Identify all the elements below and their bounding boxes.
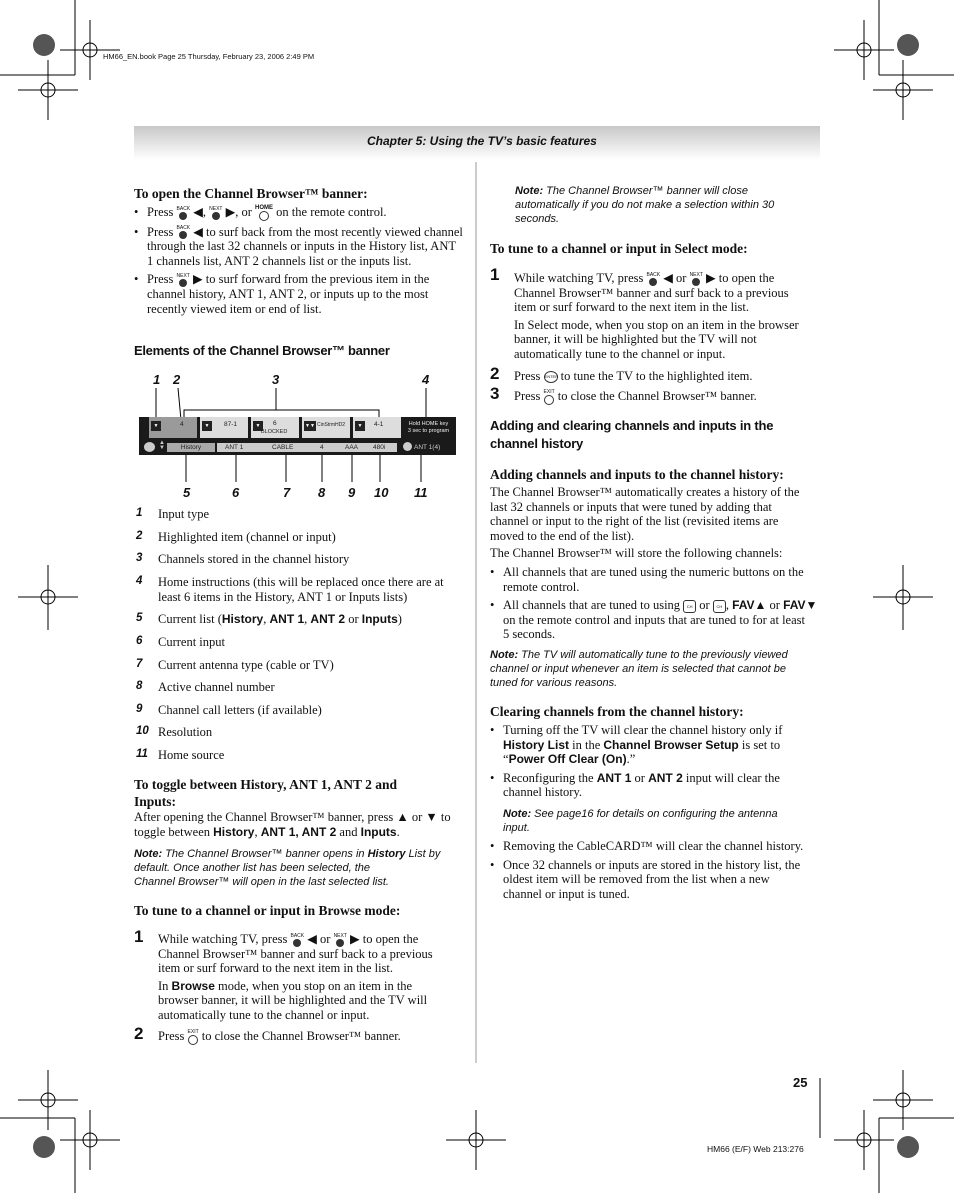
list-item: • Once 32 channels or inputs are stored in the history list, the oldest item will be removed from the list when a new channel or input is tuned. [490,857,801,901]
browse-step-2: Press EXIT to close the Channel Browser™ banner. [158,1028,401,1043]
antenna-icon: ▼ [355,421,365,431]
home-source-icon [403,442,412,451]
list-item: • All channels that are tuned using the numeric buttons on the remote control. [490,565,804,594]
exit-key-icon: EXIT [544,390,555,405]
adding-heading: Adding and clearing channels and inputs in the channel history [490,418,774,451]
antenna-icon: ▼ [253,421,263,431]
antenna-note: Note: See page16 for details on configuring the antenna input. [503,808,778,834]
close-note: Note: The Channel Browser™ banner will close automatically if you do not make a selection within 30 seconds. [515,185,775,225]
list-item: • Reconfiguring the ANT 1 or ANT 2 input will clear the channel history. [490,770,780,800]
back-key-icon: BACK [291,934,305,947]
footer-code: HM66 (E/F) Web 213:276 [707,1144,804,1154]
banner-cell: ▼ 4-1 [353,417,401,438]
up-down-arrows-icon: ▲ ▼ [159,440,165,451]
callout-3: 3 [272,372,280,387]
select-step-1: While watching TV, press BACK ◀ or NEXT ▶ to open the Channel Browser™ banner and surf back to a previous item or surf forward to the next item in the list. In Select mode, when you stop on an item in the browser banner, it will be highlighted but the TV will not automatically tune to the channel or input. [514,271,799,361]
clear-subheading: Clearing channels from the channel history: [490,704,744,719]
list-item: • Press BACK ◀, NEXT ▶, or HOME on the remote control. [134,204,387,219]
callout-6: 6 [232,485,240,500]
auto-tune-note: Note: The TV will automatically tune to the previously viewed channel or input whenever an item is selected that cannot be tuned for various reasons. [490,649,788,689]
list-item: • Press BACK ◀ to surf back from the most recently viewed channel through the last 32 channels or inputs in the History list, ANT 1 channels list, ANT 2 channels list or the inputs list. [134,224,463,268]
list-item: • Press NEXT ▶ to surf forward from the previous item in the channel history, ANT 1, ANT 2, or inputs up to the most recently viewed item or end of list. [134,272,430,316]
callout-8: 8 [318,485,326,500]
banner-cell: ▼ 87-1 [200,417,248,438]
channel-browser-banner [139,417,456,455]
adding-bullets [490,565,825,646]
step-number: 1 [134,927,144,946]
toggle-paragraph: After opening the Channel Browser™ banner, press ▲ or ▼ to toggle between History, ANT 1, ANT 2 and Inputs. [134,810,451,839]
back-key-icon: BACK [177,207,191,220]
callout-2: 2 [173,372,181,387]
next-key-icon: NEXT [209,207,222,220]
list-item: • Turning off the TV will clear the channel history only if History List in the Channel Browser Setup is set to “Power Off Clear (On).” [490,723,783,767]
clear-bullets-2 [490,839,825,905]
callout-7: 7 [283,485,291,500]
list-item: • Removing the CableCARD™ will clear the channel history. [490,839,804,853]
select-step-3: Press EXIT to close the Channel Browser™ banner. [514,388,757,403]
channel-icon [144,442,155,452]
back-key-icon: BACK [647,273,661,286]
channel-up-key-icon: CH [683,600,696,613]
adding-paragraph-1: The Channel Browser™ automatically creates a history of the last 32 channels or inputs that were tuned by adding that channel or input to the right of the list (revisited items are moved to the end of the list). The Channel Browser™ will store the following channels: [490,485,800,561]
select-step-2: Press ENTER to tune the TV to the highlighted item. [514,369,753,383]
toggle-note: Note: The Channel Browser™ banner opens in History List by default. Once another list has been selected, the Channel Browser™ will open in the last selected list. [134,848,441,888]
step-number: 2 [134,1024,144,1043]
antenna-icon: ▼ [151,421,161,431]
callout-9: 9 [348,485,356,500]
current-list: History [167,443,215,452]
chapter-header: Chapter 5: Using the TV’s basic features [367,134,597,148]
next-key-icon: NEXT [177,274,190,287]
clear-bullets [490,723,825,804]
home-key-icon: HOME [255,206,273,221]
next-key-icon: NEXT [690,273,703,286]
step-number: 1 [490,265,500,284]
antenna-icon: ▼ [202,421,212,431]
home-source: ANT 1(4) [414,444,441,451]
banner-diagram [134,370,474,510]
file-info: HM66_EN.book Page 25 Thursday, February 23, 2006 2:49 PM [103,52,315,61]
back-key-icon: BACK [177,226,191,239]
callout-4: 4 [422,372,430,387]
banner-cell: ▼ 6 BLOCKED [251,417,299,438]
open-heading: To open the Channel Browser™ banner: [134,186,368,201]
callout-5: 5 [183,485,191,500]
channel-down-key-icon: CH [713,600,726,613]
step-number: 2 [490,364,500,383]
banner-status-bar: ANT 1 CABLE 4 AAA 480i [217,443,397,452]
next-key-icon: NEXT [334,934,347,947]
select-heading: To tune to a channel or input in Select mode: [490,241,748,256]
enter-key-icon: ENTER [544,371,558,383]
banner-cell-highlighted: ▼ 4 [149,417,197,438]
toggle-heading: To toggle between History, ANT 1, ANT 2 and Inputs: [134,777,398,809]
list-item: • All channels that are tuned to using CH or CH , FAV▲ or FAV▼ on the remote control and inputs that are tuned to for at least 5 seconds. [490,598,818,642]
browse-step-1: While watching TV, press BACK ◀ or NEXT ▶ to open the Channel Browser™ banner and surf back to a previous item or surf forward to the next item in the list. In Browse mode, when you stop on an item in the browser banner, it will be highlighted and the TV will automatically tune to the channel or input. [158,932,433,1022]
callout-10: 10 [374,485,389,500]
step-number: 3 [490,384,500,403]
exit-key-icon: EXIT [188,1030,199,1045]
antenna-icon: ▼▼ [305,423,315,429]
page-number: 25 [793,1075,808,1090]
elements-heading: Elements of the Channel Browser™ banner [134,343,390,358]
callout-11: 11 [414,485,428,500]
browse-heading: To tune to a channel or input in Browse mode: [134,903,401,918]
open-bullets [134,205,464,320]
banner-cell: ▼▼ CinStrmHD2 [302,417,350,438]
adding-subheading: Adding channels and inputs to the channel history: [490,467,784,482]
home-hint: Hold HOME key 3 sec to program [407,421,450,434]
callout-1: 1 [153,372,161,387]
